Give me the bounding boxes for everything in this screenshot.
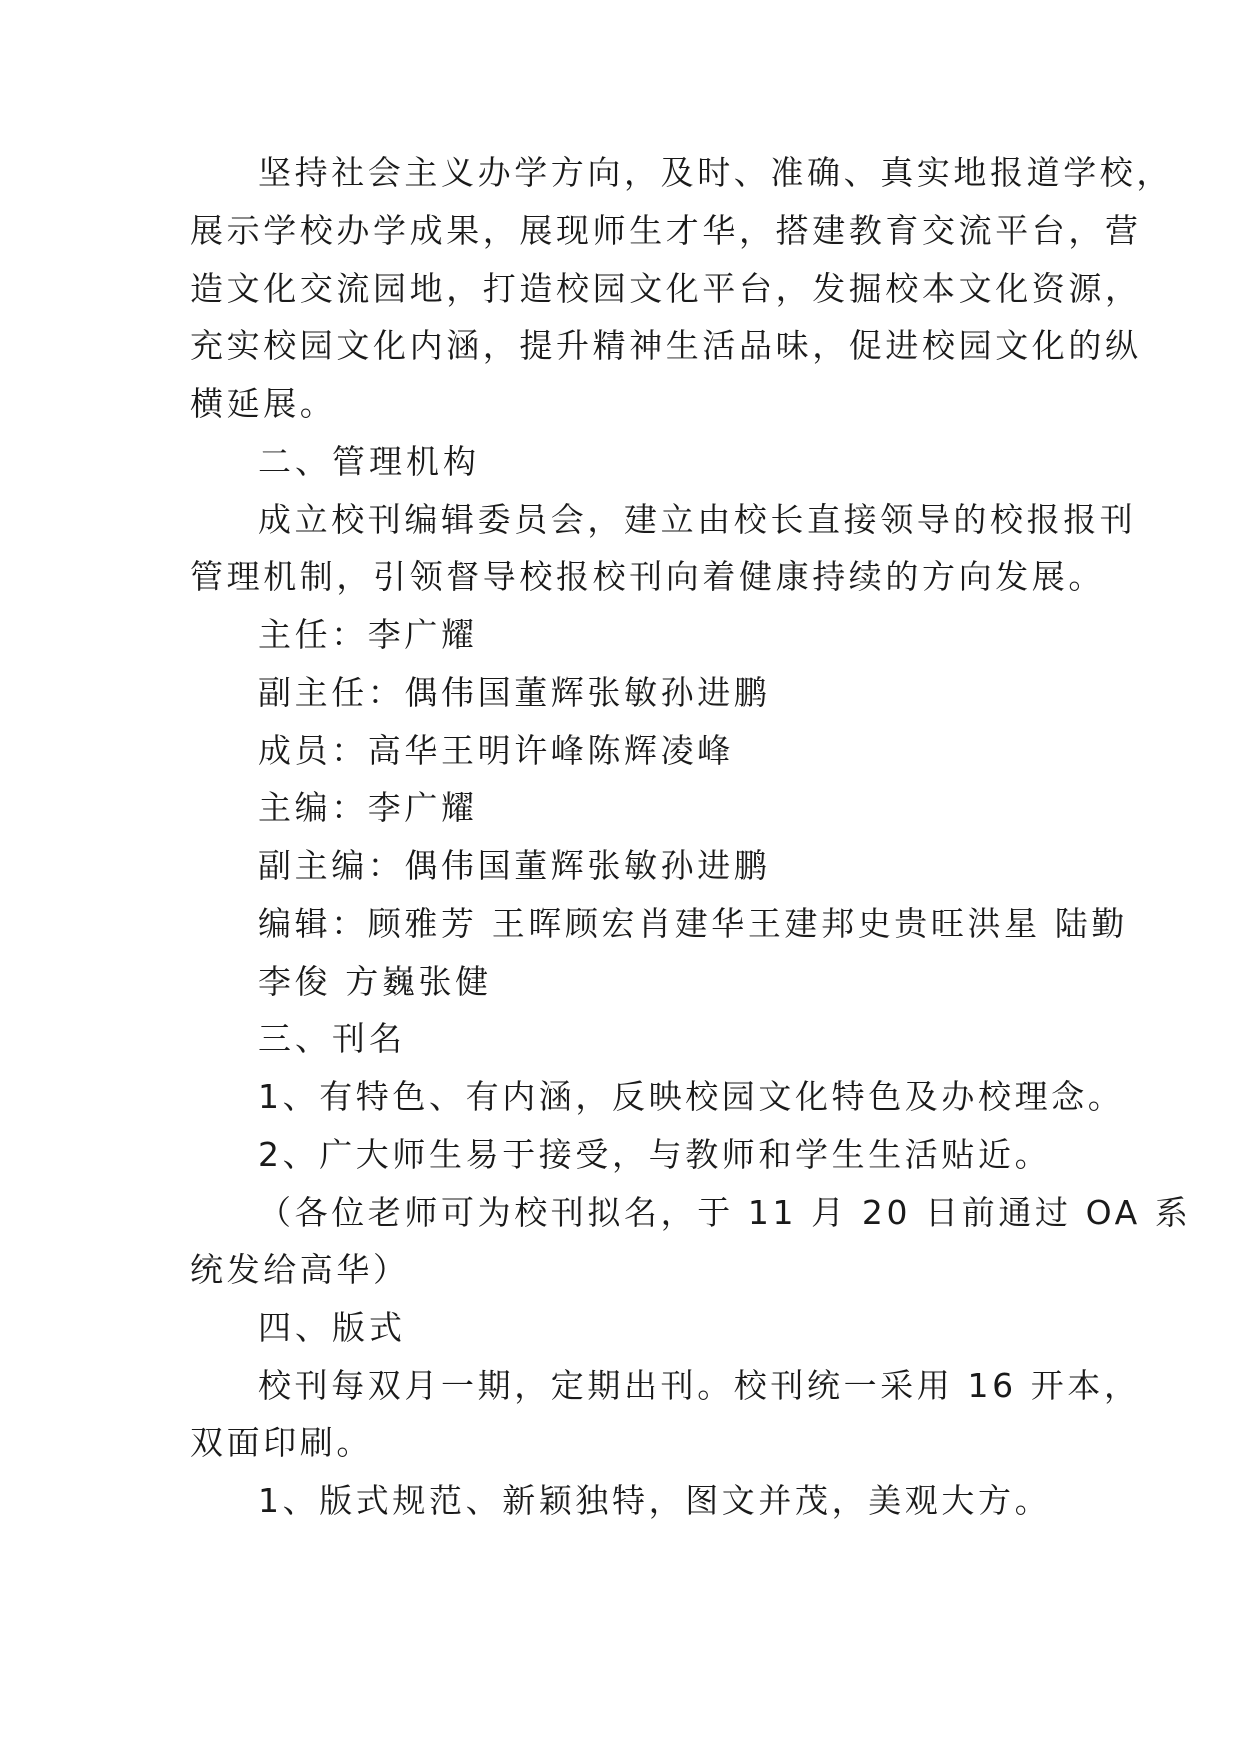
paragraph-line: 双面印刷。 bbox=[190, 1423, 373, 1462]
paragraph-line: 坚持社会主义办学方向，及时、准确、真实地报道学校， bbox=[258, 153, 1173, 192]
editors-line: 编辑：顾雅芳 王晖顾宏肖建华王建邦史贵旺洪星 陆勤 bbox=[258, 904, 1128, 943]
list-item: 1、有特色、有内涵，反映校园文化特色及办校理念。 bbox=[258, 1077, 1125, 1116]
paragraph-line: 校刊每双月一期，定期出刊。校刊统一采用 16 开本， bbox=[258, 1366, 1141, 1405]
paragraph-line: 成立校刊编辑委员会，建立由校长直接领导的校报报刊 bbox=[258, 500, 1137, 539]
paragraph-line: 横延展。 bbox=[190, 384, 337, 423]
paragraph-line: 展示学校办学成果，展现师生才华，搭建教育交流平台，营 bbox=[190, 211, 1142, 250]
paragraph-line: 造文化交流园地，打造校园文化平台，发掘校本文化资源， bbox=[190, 269, 1142, 308]
list-item: 2、广大师生易于接受，与教师和学生生活贴近。 bbox=[258, 1135, 1052, 1174]
deputy-director-line: 副主任：偶伟国董辉张敏孙进鹏 bbox=[258, 673, 771, 712]
section-heading: 三、刊名 bbox=[258, 1019, 406, 1058]
members-line: 成员：高华王明许峰陈辉凌峰 bbox=[258, 731, 734, 770]
paragraph-line: 充实校园文化内涵，提升精神生活品味，促进校园文化的纵 bbox=[190, 326, 1142, 365]
director-line: 主任：李广耀 bbox=[258, 615, 478, 654]
note-line-continued: 统发给高华） bbox=[190, 1250, 410, 1289]
section-heading: 二、管理机构 bbox=[258, 442, 480, 481]
note-line: （各位老师可为校刊拟名，于 11 月 20 日前通过 OA 系 bbox=[258, 1193, 1192, 1232]
paragraph-line: 管理机制，引领督导校报校刊向着健康持续的方向发展。 bbox=[190, 557, 1105, 596]
deputy-chief-editor-line: 副主编：偶伟国董辉张敏孙进鹏 bbox=[258, 846, 771, 885]
editors-line-continued: 李俊 方巍张健 bbox=[258, 962, 492, 1001]
list-item: 1、版式规范、新颖独特，图文并茂，美观大方。 bbox=[258, 1481, 1052, 1520]
chief-editor-line: 主编：李广耀 bbox=[258, 788, 478, 827]
section-heading: 四、版式 bbox=[258, 1308, 406, 1347]
